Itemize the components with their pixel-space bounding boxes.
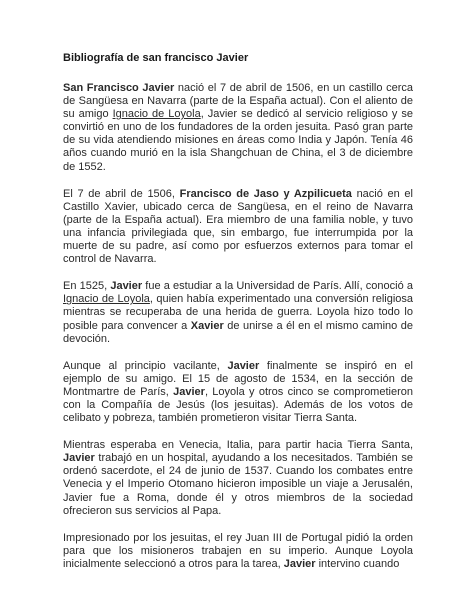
bold-text: Francisco de Jaso y Azpilicueta (179, 187, 352, 200)
text-run: , quien había experimentado una conversión religiosa mientras se recuperaba de una herida de guerra. Loyola hizo todo lo posible para convencer a (63, 293, 414, 332)
text-run: , Javier se dedicó al servicio religioso y se convirtió en uno de los fundadores de la orden jesuita. Pasó gran parte de su vida atendiendo misiones en áreas como India y Japón. Tenía 46 años cuando murió en la isla Shangchuan de China, el 3 de diciembre de 1552. (63, 108, 413, 173)
bold-text: Javier (110, 280, 143, 293)
text-run: nació el 7 de abril de 1506, en un castillo cerca de Sangüesa en Navarra (parte de la España actual). Con el aliento de su amigo (63, 82, 414, 121)
paragraph (63, 439, 413, 518)
text-run: Mientras esperaba en Venecia, Italia, para partir hacia Tierra Santa, (63, 439, 413, 452)
bold-text: Javier (173, 385, 205, 398)
bold-text: Javier (63, 452, 95, 465)
text-run: fue a estudiar a la Universidad de París. Allí, conoció a (142, 280, 414, 293)
text-run: intervino cuando (315, 557, 400, 570)
text-run: finalmente se inspiró en el ejemplo de su amigo. El 15 de agosto de 1534, en la sección de Montmartre de París, (63, 359, 413, 398)
text-run: En 1525, (63, 280, 111, 293)
paragraph-list (63, 82, 413, 571)
text-run: El 7 de abril de 1506, (63, 187, 180, 200)
underlined-link[interactable]: Ignacio de Loyola (63, 293, 150, 306)
paragraph (63, 82, 413, 174)
underlined-link[interactable]: Ignacio de Loyola (112, 108, 201, 121)
text-run: , Loyola y otros cinco se comprometieron con la Compañía de Jesús (los jesuitas). Además de los votos de celibato y pobreza, también prometieron visitar Tierra Santa. (63, 385, 413, 425)
document-title: Bibliografía de san francisco Javier (63, 52, 249, 64)
text-run: Impresionado por los jesuitas, el rey Juan III de Portugal pidió la orden para que los misioneros trabajen en su imperio. Aunque Loyola inicialmente seleccionó a otros para la tarea, (63, 531, 413, 570)
bold-text: Javier (283, 557, 316, 570)
paragraph (63, 188, 413, 267)
bold-text: San Francisco Javier (63, 82, 175, 94)
text-run: trabajó en un hospital, ayudando a los necesitados. También se ordenó sacerdote, el 24 de junio de 1537. Cuando los combates entre Venecia y el Imperio Otomano hicieron imposible un viaje a Jerusalén, Javier fue a Roma, donde él y otros miembros de la sociedad ofrecieron sus servicios al Papa. (63, 452, 413, 517)
bold-text: Xavier (190, 319, 224, 332)
text-run: de unirse a él en el mismo camino de devoción. (63, 319, 413, 345)
paragraph (63, 360, 413, 425)
bold-text: Javier (227, 359, 260, 372)
paragraph (63, 280, 413, 345)
text-run: Aunque al principio vacilante, (63, 359, 228, 372)
document-body (63, 52, 413, 585)
text-run: nació en el Castillo Xavier, ubicado cerca de Sangüesa, en el reino de Navarra (parte de la España actual). Era miembro de una familia noble, y tuvo una infancia privilegiada que, sin embargo, fue interrumpida por la muerte de su padre, así como por esfuerzos externos para tomar el control de Navarra. (63, 187, 413, 266)
paragraph (63, 532, 413, 571)
